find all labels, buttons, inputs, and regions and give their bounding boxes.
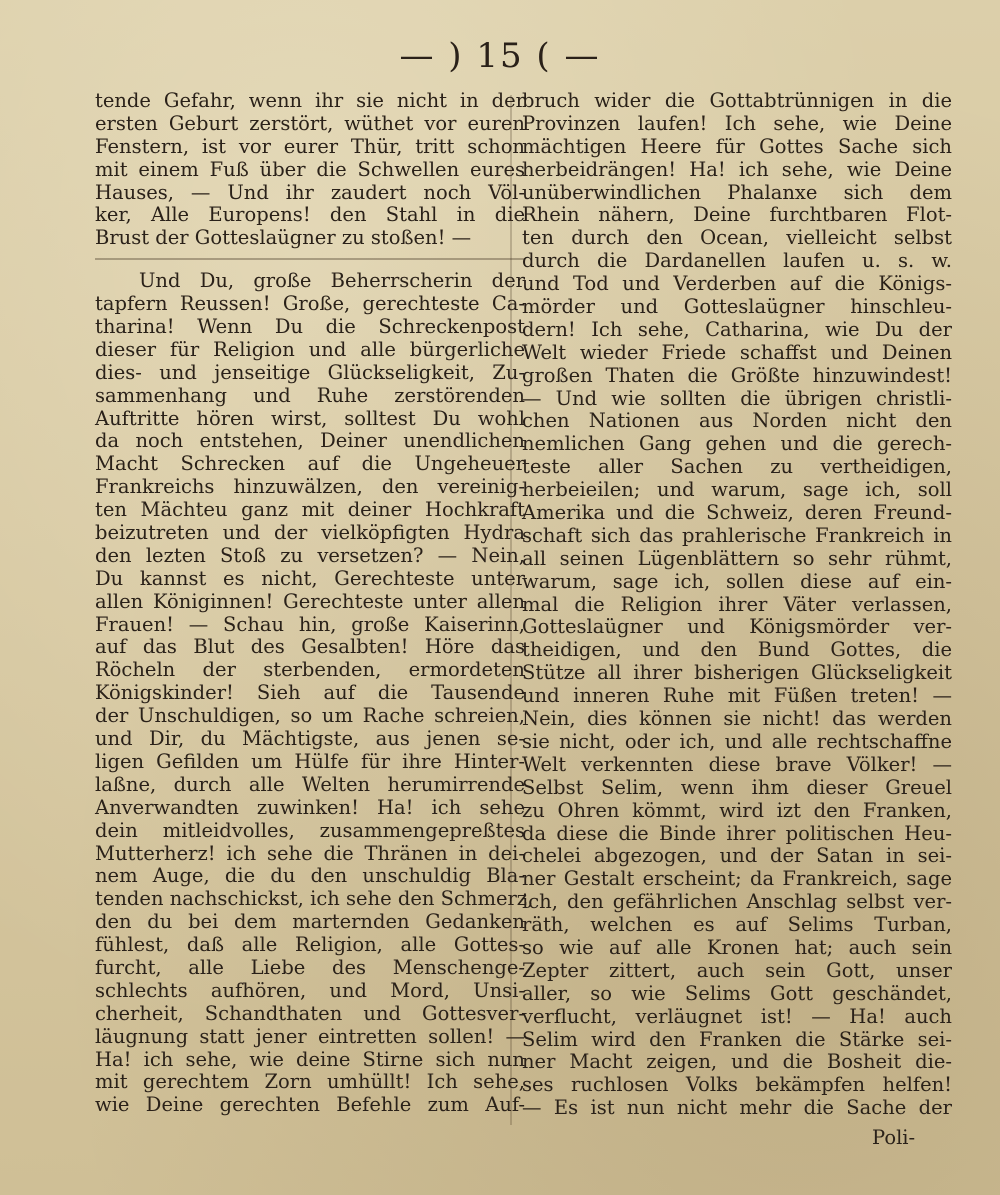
text-line: Amerika und die Schweiz, deren Freund- [522, 501, 952, 525]
text-line: großen Thaten die Größte hinzuwindest! [522, 363, 952, 387]
text-line: läugnung statt jener eintretten sollen! — [95, 1024, 525, 1048]
text-line: mal die Religion ihrer Väter verlassen, [522, 592, 952, 616]
text-line: herbeieilen; und warum, sage ich, soll [522, 478, 952, 502]
text-line: sie nicht, oder ich, und alle rechtschaffne [522, 729, 952, 753]
text-line: Brust der Gotteslaügner zu stoßen! — [95, 226, 472, 250]
text-line: Gotteslaügner und Königsmörder ver- [522, 615, 952, 639]
text-line: Rhein nähern, Deine furchtbaren Flot- [522, 203, 952, 227]
text-line: beizutreten und der vielköpfigten Hydra [95, 521, 525, 545]
text-line: Frauen! — Schau hin, große Kaiserinn, [95, 612, 525, 636]
text-line: Provinzen laufen! Ich sehe, wie Deine [522, 111, 952, 135]
text-line: Auftritte hören wirst, solltest Du wohl [95, 406, 525, 430]
text-line: Zepter zittert, auch sein Gott, unser [522, 958, 952, 982]
text-line: schaft sich das prahlerische Frankreich in [522, 523, 952, 547]
paragraph-2 [95, 269, 534, 1117]
text-line: durch die Dardanellen laufen u. s. w. [522, 249, 952, 273]
text-line: mächtigen Heere für Gottes Sache sich [522, 134, 952, 158]
text-line: ligen Gefilden um Hülfe für ihre Hinter- [95, 749, 525, 773]
text-line: bruch wider die Gottabtrünnigen in die [522, 89, 952, 112]
text-line: ten Mächteu ganz mit deiner Hochkraft [95, 498, 525, 522]
right-column [522, 90, 952, 1120]
text-line: Und Du, große Beherrscherin der [139, 269, 525, 293]
catchword: Poli- [872, 1126, 916, 1149]
text-line: tapfern Reussen! Große, gerechteste Ca- [95, 292, 525, 316]
text-line: Mutterherz! ich sehe die Thränen in dei- [95, 841, 525, 865]
text-line: ersten Geburt zerstört, wüthet vor euren [95, 111, 525, 135]
text-line: Hauses, — Und ihr zaudert noch Völ- [95, 180, 525, 204]
text-line: ker, Alle Europens! den Stahl in die [95, 203, 525, 227]
text-line: chelei abgezogen, und der Satan in sei- [522, 844, 952, 868]
text-line: ses ruchlosen Volks bekämpfen helfen! [522, 1073, 952, 1097]
column-divider [510, 95, 512, 1125]
text-line: verflucht, verläugnet ist! — Ha! auch [522, 1004, 952, 1028]
text-line: Selim wird den Franken die Stärke sei- [522, 1027, 952, 1051]
text-line: ner Gestalt erscheint; da Frankreich, sage [522, 867, 952, 891]
text-line: tharina! Wenn Du die Schreckenpost [95, 315, 525, 339]
text-line: Röcheln der sterbenden, ermordeten [95, 658, 525, 682]
text-line: ner Macht zeigen, und die Bosheit die- [522, 1050, 952, 1074]
text-line: tenden nachschickst, ich sehe den Schmerz, [95, 887, 534, 911]
text-line: cherheit, Schandthaten und Gottesver- [95, 1001, 525, 1025]
text-line: Ha! ich sehe, wie deine Stirne sich nun [95, 1047, 525, 1071]
text-line: sammenhang und Ruhe zerstörenden [95, 383, 525, 407]
text-line: wie Deine gerechten Befehle zum Auf- [95, 1093, 525, 1117]
text-line: nemlichen Gang gehen und die gerech- [522, 432, 952, 456]
text-line: auf das Blut des Gesalbten! Höre das [95, 635, 525, 659]
paragraph-continued [522, 90, 952, 1120]
text-line: dies- und jenseitige Glückseligkeit, Zu- [95, 360, 525, 384]
text-line: teste aller Sachen zu vertheidigen, [522, 455, 952, 479]
text-line: chen Nationen aus Norden nicht den [522, 409, 952, 433]
text-line: Königskinder! Sieh auf die Tausende [95, 681, 525, 705]
text-line: nem Auge, die du den unschuldig Bla- [95, 864, 525, 888]
text-line: Macht Schrecken auf die Ungeheuer [95, 452, 525, 476]
text-line: dern! Ich sehe, Catharina, wie Du der [522, 317, 952, 341]
text-line: Nein, dies können sie nicht! das werden [522, 707, 952, 731]
text-line: dieser für Religion und alle bürgerliche [95, 337, 525, 361]
text-line: so wie auf alle Kronen hat; auch sein [522, 935, 952, 959]
text-line: allen Königinnen! Gerechteste unter allen [95, 589, 525, 613]
text-line: den lezten Stoß zu versetzen? — Nein, [95, 543, 525, 567]
text-line: den du bei dem marternden Gedanken [95, 910, 525, 934]
text-line: herbeidrängen! Ha! ich sehe, wie Deine [522, 157, 952, 181]
text-line: Du kannst es nicht, Gerechteste unter [95, 566, 525, 590]
text-line: räth, welchen es auf Selims Turban, [522, 913, 952, 937]
text-line: Welt wieder Friede schaffst und Deinen [522, 340, 952, 364]
text-line: Frankreichs hinzuwälzen, den vereinig- [95, 475, 525, 499]
text-line: Selbst Selim, wenn ihm dieser Greuel [522, 775, 952, 799]
text-line: laßne, durch alle Welten herumirrende [95, 772, 525, 796]
text-line: Welt verkennten diese brave Völker! — [522, 752, 952, 776]
text-line: und Tod und Verderben auf die Königs- [522, 272, 952, 296]
text-line: Stütze all ihrer bisherigen Glückseligkeit [522, 661, 952, 685]
page-number-header: — ) 15 ( — [399, 36, 601, 76]
text-line: aller, so wie Selims Gott geschändet, [522, 981, 952, 1005]
text-line: mit einem Fuß über die Schwellen eures [95, 157, 525, 181]
text-line: zu Ohren kömmt, wird izt den Franken, [522, 798, 952, 822]
text-line: da diese die Binde ihrer politischen Heu- [522, 821, 952, 845]
text-line: fühlest, daß alle Religion, alle Gottes- [95, 933, 525, 957]
text-line: Fenstern, ist vor eurer Thür, tritt schon [95, 134, 525, 158]
text-line: der Unschuldigen, so um Rache schreien, [95, 704, 525, 728]
paragraph-1 [95, 90, 525, 250]
text-line: theidigen, und den Bund Gottes, die [522, 638, 952, 662]
text-line: tende Gefahr, wenn ihr sie nicht in der [95, 89, 525, 112]
left-column [95, 89, 534, 1117]
text-line: furcht, alle Liebe des Menschenge- [95, 955, 525, 979]
text-line: warum, sage ich, sollen diese auf ein- [522, 569, 952, 593]
text-line: da noch entstehen, Deiner unendlichen [95, 429, 525, 453]
text-line: ten durch den Ocean, vielleicht selbst [522, 226, 952, 250]
text-line: schlechts aufhören, und Mord, Unsi- [95, 978, 525, 1002]
text-line: dein mitleidvolles, zusammengepreßtes [95, 818, 525, 842]
text-line: unüberwindlichen Phalanxe sich dem [522, 180, 952, 204]
text-line: und Dir, du Mächtigste, aus jenen se- [95, 727, 525, 751]
text-line: mörder und Gotteslaügner hinschleu- [522, 295, 952, 319]
text-line: mit gerechtem Zorn umhüllt! Ich sehe, [95, 1070, 525, 1094]
text-line: ich, den gefährlichen Anschlag selbst ver- [522, 890, 952, 914]
text-line: all seinen Lügenblättern so sehr rühmt, [522, 546, 952, 570]
text-line: Anverwandten zuwinken! Ha! ich sehe [95, 795, 525, 819]
text-line: und inneren Ruhe mit Füßen treten! — [522, 684, 952, 708]
text-line: — Es ist nun nicht mehr die Sache der [522, 1096, 952, 1120]
section-rule [95, 258, 525, 260]
text-line: — Und wie sollten die übrigen christli- [522, 386, 952, 410]
